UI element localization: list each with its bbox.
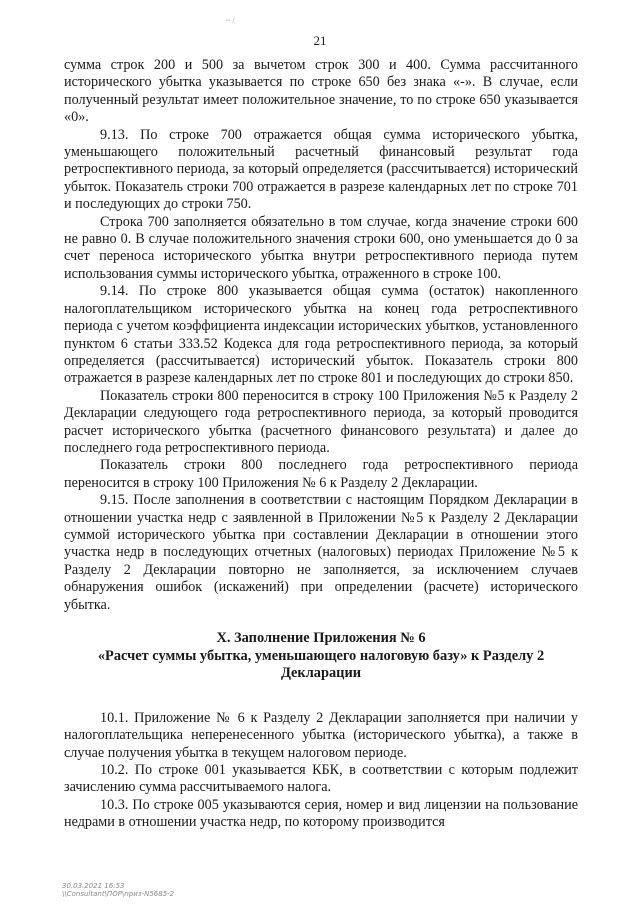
paragraph-9-15: 9.15. После заполнения в соответствии с настоящим Порядком Декларации в отношении участка недр с заявленной в Приложении №5 к Разделу 2 Декларации суммой исторического убытка при составлении Декларации в отношении этого участка недр в последующих отчетных (налоговых) периодах Приложение №5 к Разделу 2 Декларации повторно не заполняется, за исключением случаев обнаружения ошибок (искажений) при определении (расчете) исторического убытка. [64, 492, 578, 613]
paragraph-line-700: Строка 700 заполняется обязательно в том случае, когда значение строки 600 не равно 0. В случае положительного значения строки 600, оно уменьшается до 0 за счет переноса исторического убытка внутри ретроспективного периода путем использования суммы исторического убытка, отраженного в строке 100. [64, 213, 578, 282]
paragraph-9-14: 9.14. По строке 800 указывается общая сумма (остаток) накопленного налогоплательщиком исторического убытка на конец года ретроспективного периода с учетом коэффициента индексации исторических убытков, установленного пунктом 6 статьи 333.52 Кодекса для года ретроспективного периода, за который определяется (рассчитывается) исторический убыток. Показатель строки 800 отражается в разрезе календарных лет по строке 801 и последующих до строки 850. [64, 283, 578, 387]
footer-timestamp: 30.03.2021 16:53 [62, 882, 125, 890]
paragraph-10-2: 10.2. По строке 001 указывается КБК, в соответствии с которым подлежит зачислению сумма рассчитываемого налога. [64, 762, 578, 796]
section-heading-line2: «Расчет суммы убытка, уменьшающего налоговую базу» к Разделу 2 [97, 647, 545, 664]
page-number: 21 [313, 33, 327, 48]
footer-path: \\Consultant\ПОР\приз-N5685-2 [62, 890, 175, 898]
paragraph-line-800-transfer: Показатель строки 800 переносится в строку 100 Приложения №5 к Разделу 2 Декларации следующего года ретроспективного периода, за который проводится расчет исторического убытка (расчетного финансового результата) и далее до последнего года ретроспективного периода. [64, 387, 578, 456]
section-heading-line3: Декларации [280, 665, 362, 682]
paragraph-continuation: сумма строк 200 и 500 за вычетом строк 300 и 400. Сумма рассчитанного исторического убытка указывается по строке 650 без знака «-». В случае, если полученный результат имеет положительное значение, то по строке 650 указывается «0». [64, 57, 578, 126]
paragraph-9-13: 9.13. По строке 700 отражается общая сумма исторического убытка, уменьшающего положительный расчетный финансовый результат года ретроспективного периода, за который определяется (рассчитывается) исторический убыток. Показатель строки 700 отражается в разрезе календарных лет по строке 701 и последующих до строки 750. [64, 126, 578, 213]
paragraph-10-3: 10.3. По строке 005 указываются серия, номер и вид лицензии на пользование недрами в отношении участка недр, по которому производится [64, 796, 578, 831]
scan-mark: ~ / [226, 16, 235, 25]
paragraph-line-800-last-year: Показатель строки 800 последнего года ретроспективного периода переносится в строку 100 Приложения № 6 к Разделу 2 Декларации. [64, 457, 578, 491]
section-heading-line1: X. Заполнение Приложения № 6 [216, 630, 426, 646]
paragraph-10-1: 10.1. Приложение № 6 к Разделу 2 Декларации заполняется при наличии у налогоплательщика неперенесенного убытка (исторического убытка), а также в случае получения убытка в текущем налоговом периоде. [64, 709, 578, 761]
document-body [64, 57, 578, 832]
section-heading [64, 630, 578, 683]
footer-stamp [62, 882, 174, 898]
